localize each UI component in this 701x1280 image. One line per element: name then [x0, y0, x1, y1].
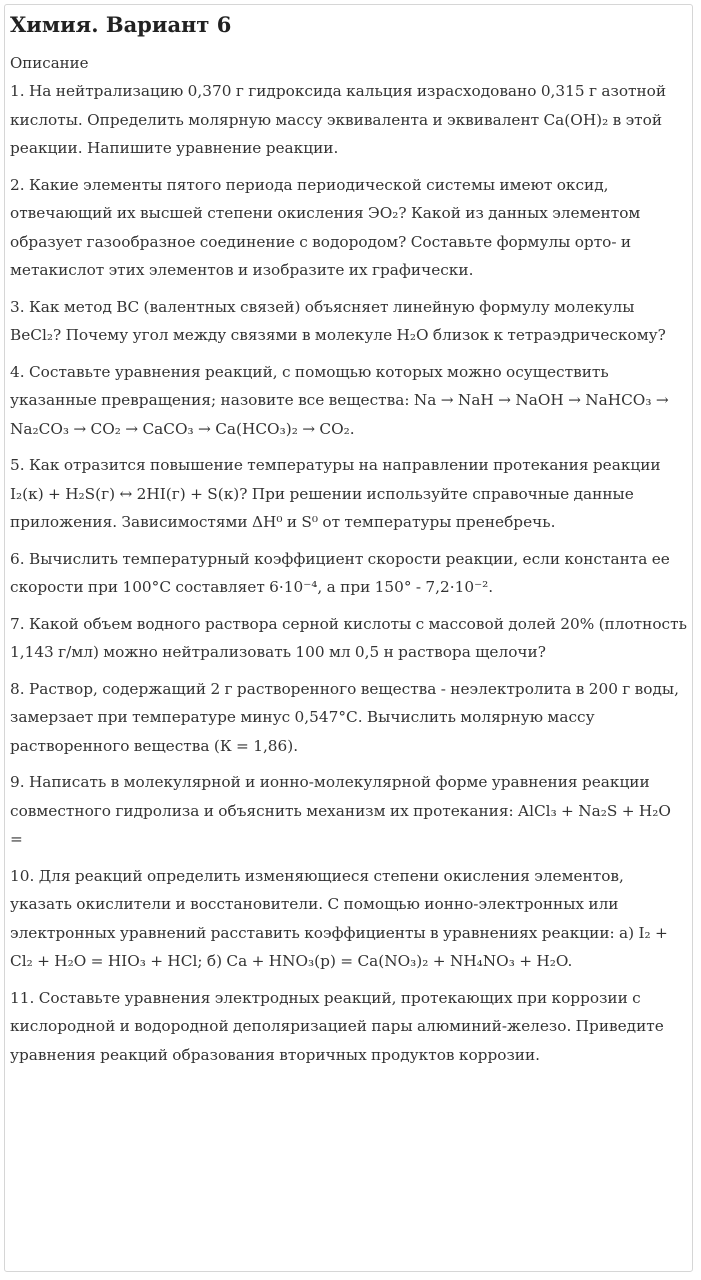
- task-8: 8. Раствор, содержащий 2 г растворенного вещества - неэлектролита в 200 г воды, замерзает при температуре минус 0,547°С. Вычислить молярную массу растворенного вещества (К = 1,86).: [10, 679, 679, 755]
- task-7: 7. Какой объем водного раствора серной кислоты с массовой долей 20% (плотность 1,143 г/мл) можно нейтрализовать 100 мл 0,5 н раствора щелочи?: [10, 614, 687, 661]
- task-1: 1. На нейтрализацию 0,370 г гидроксида кальция израсходовано 0,315 г азотной кислоты. Определить молярную массу эквивалента и эквивалент Ca(OH)₂ в этой реакции. Напишите уравнение реакции.: [10, 82, 667, 157]
- task-6: 6. Вычислить температурный коэффициент скорости реакции, если константа ее скорости при 100°С составляет 6·10⁻⁴, а при 150° - 7,2·10⁻².: [10, 549, 670, 596]
- document-panel: [4, 4, 693, 1272]
- document-subtitle: Описание: [10, 54, 89, 72]
- task-11: 11. Составьте уравнения электродных реакций, протекающих при коррозии с кислородной и водородной деполяризацией пары алюминий-железо. Приведите уравнения реакций образования вторичных продуктов коррозии.: [10, 988, 664, 1064]
- task-9: 9. Написать в молекулярной и ионно-молекулярной форме уравнения реакции совместного гидролиза и объяснить механизм их протекания: AlCl₃ + Na₂S + H₂O =: [10, 773, 671, 848]
- task-3: 3. Как метод ВС (валентных связей) объясняет линейную формулу молекулы BeCl₂? Почему угол между связями в молекуле H₂O близок к тетраэдрическому?: [10, 297, 666, 344]
- task-5: 5. Как отразится повышение температуры на направлении протекания реакции I₂(к) + H₂S(г) ↔ 2HI(г) + S(к)? При решении используйте справочные данные приложения. Зависимостями ΔH⁰ и S⁰ от температуры пренебречь.: [10, 456, 661, 531]
- task-4: 4. Составьте уравнения реакций, с помощью которых можно осуществить указанные превращения; назовите все вещества: Na → NaH → NaOH → NaHCO₃ → Na₂CO₃ → CO₂ → CaCO₃ → Ca(HCO₃)₂ → CO₂.: [10, 362, 669, 438]
- task-10: 10. Для реакций определить изменяющиеся степени окисления элементов, указать окислители и восстановители. С помощью ионно-электронных или электронных уравнений расставить коэффициенты в уравнениях реакции: а) I₂ + Cl₂ + H₂O = HIO₃ + HCl; б) Ca + HNO₃(р) = Ca(NO₃)₂ + NH₄NO₃ + H₂O.: [10, 866, 668, 970]
- task-2: 2. Какие элементы пятого периода периодической системы имеют оксид, отвечающий их высшей степени окисления ЭО₂? Какой из данных элементом образует газообразное соединение с водородом? Составьте формулы орто- и метакислот этих элементов и изобразите их графически.: [10, 175, 641, 279]
- document-title: Химия. Вариант 6: [10, 12, 232, 37]
